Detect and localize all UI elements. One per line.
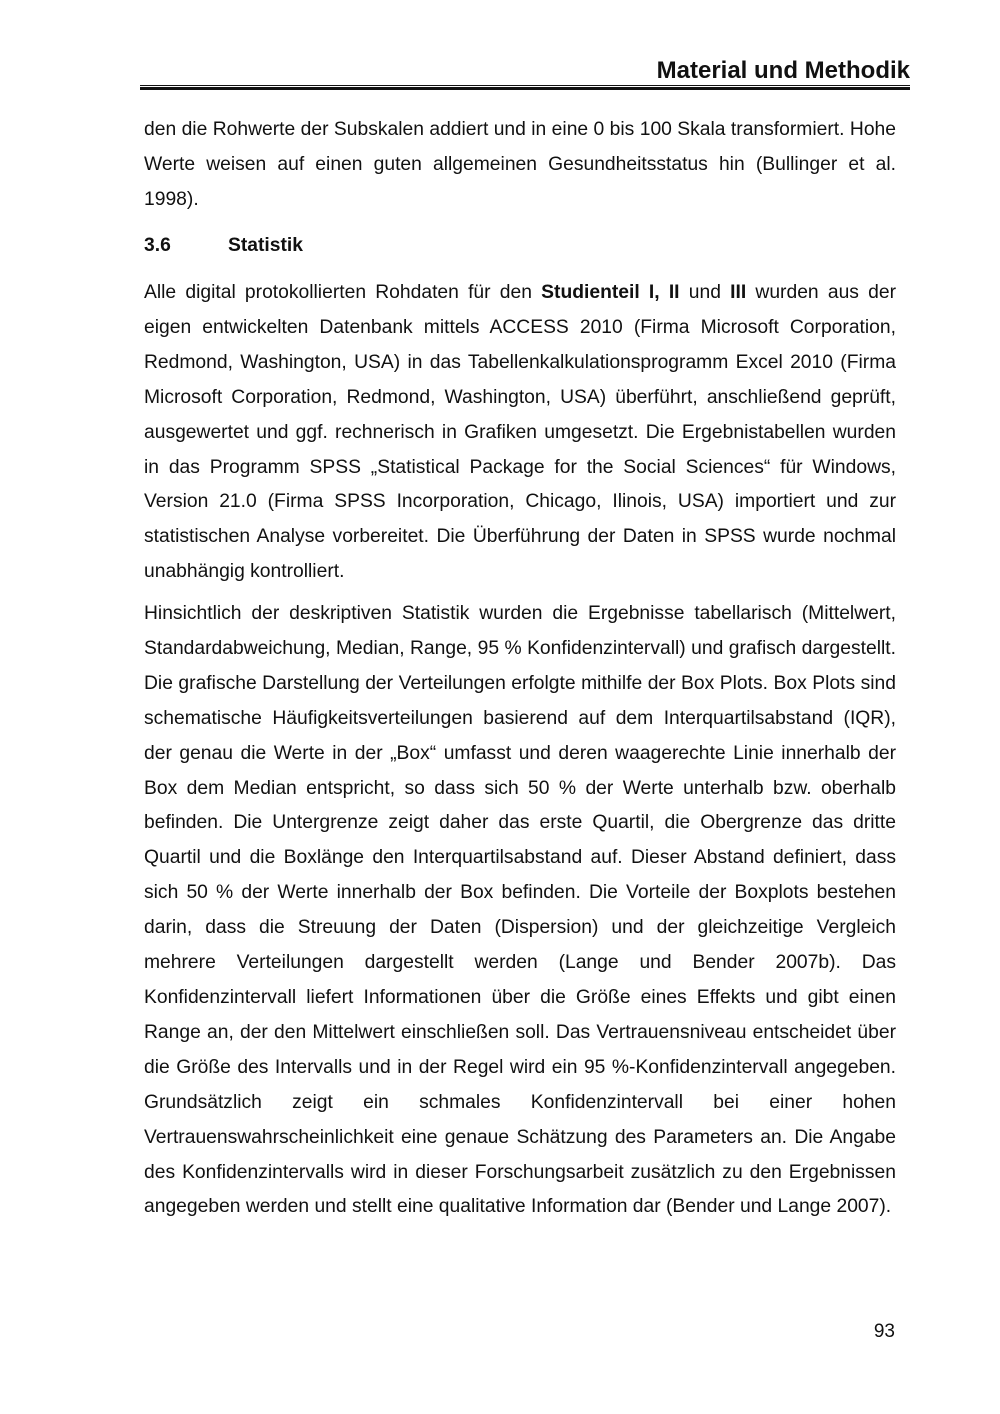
paragraph-continuation: den die Rohwerte der Subskalen addiert und in eine 0 bis 100 Skala transformiert. Hohe Werte weisen auf einen guten allgemeinen Gesundheitsstatus hin (Bullinger et al. 1998). bbox=[144, 119, 896, 210]
page-number: 93 bbox=[873, 1321, 895, 1342]
running-header-title: Material und Methodik bbox=[656, 57, 910, 84]
paragraph-data-processing bbox=[144, 276, 896, 590]
header-rule bbox=[140, 85, 910, 90]
section-heading bbox=[144, 229, 303, 264]
section-number: 3.6 bbox=[144, 235, 171, 256]
paragraph-text: Alle digital protokollierten Rohdaten für den bbox=[144, 282, 542, 303]
study-part-bold: III bbox=[730, 282, 747, 303]
section-title: Statistik bbox=[228, 235, 304, 256]
paragraph-text: wurden aus der eigen entwickelten Datenbank mittels ACCESS 2010 (Firma Microsoft Corporation, Redmond, Washington, USA) in das Tabellenkalkulationsprogramm Excel 2010 (Firma Microsoft Corporation, Redmond, Washington, USA) überführt, anschließend geprüft, ausgewertet und ggf. rechnerisch in Grafiken umgesetzt. Die Ergebnistabellen wurden in das Programm SPSS „Statistical Package for the Social Sciences“ für Windows, Version 21.0 (Firma SPSS Incorporation, Chicago, Ilinois, USA) importiert und zur statistischen Analyse vorbereitet. Die Überführung der Daten in SPSS wurde nochmal unabhängig kontrolliert. bbox=[144, 282, 897, 583]
paragraph-text: und bbox=[679, 282, 731, 303]
study-part-bold: Studienteil I, II bbox=[541, 282, 680, 303]
paragraph-descriptive-statistics: Hinsichtlich der deskriptiven Statistik wurden die Ergebnisse tabellarisch (Mittelwert, Standardabweichung, Median, Range, 95 % Konfidenzintervall) und grafisch dargestellt. Die grafische Darstellung der Verteilungen erfolgte mithilfe der Box Plots. Box Plots sind schematische Häufigkeitsverteilungen basierend auf dem Interquartilsabstand (IQR), der genau die Werte in der „Box“ umfasst und deren waagerechte Linie innerhalb der Box dem Median entspricht, so dass sich 50 % der Werte unterhalb bzw. oberhalb befinden. Die Untergrenze zeigt daher das erste Quartil, die Obergrenze das dritte Quartil und die Boxlänge den Interquartilsabstand auf. Dieser Abstand definiert, dass sich 50 % der Werte innerhalb der Box befinden. Die Vorteile der Boxplots bestehen darin, dass die Streuung der Daten (Dispersion) und der gleichzeitige Vergleich mehrere Verteilungen dargestellt werden (Lange und Bender 2007b). Das Konfidenzintervall liefert Informationen über die Größe eines Effekts und gibt einen Range an, der den Mittelwert einschließen soll. Das Vertrauensniveau entscheidet über die Größe des Intervalls und in der Regel wird ein 95 %-Konfidenzintervall angegeben. Grundsätzlich zeigt ein schmales Konfidenzintervall bei einer hohen Vertrauenswahrscheinlichkeit eine genaue Schätzung des Parameters an. Die Angabe des Konfidenzintervalls wird in dieser Forschungsarbeit zusätzlich zu den Ergebnissen angegeben werden und stellt eine qualitative Information dar (Bender und Lange 2007). bbox=[144, 603, 896, 1218]
